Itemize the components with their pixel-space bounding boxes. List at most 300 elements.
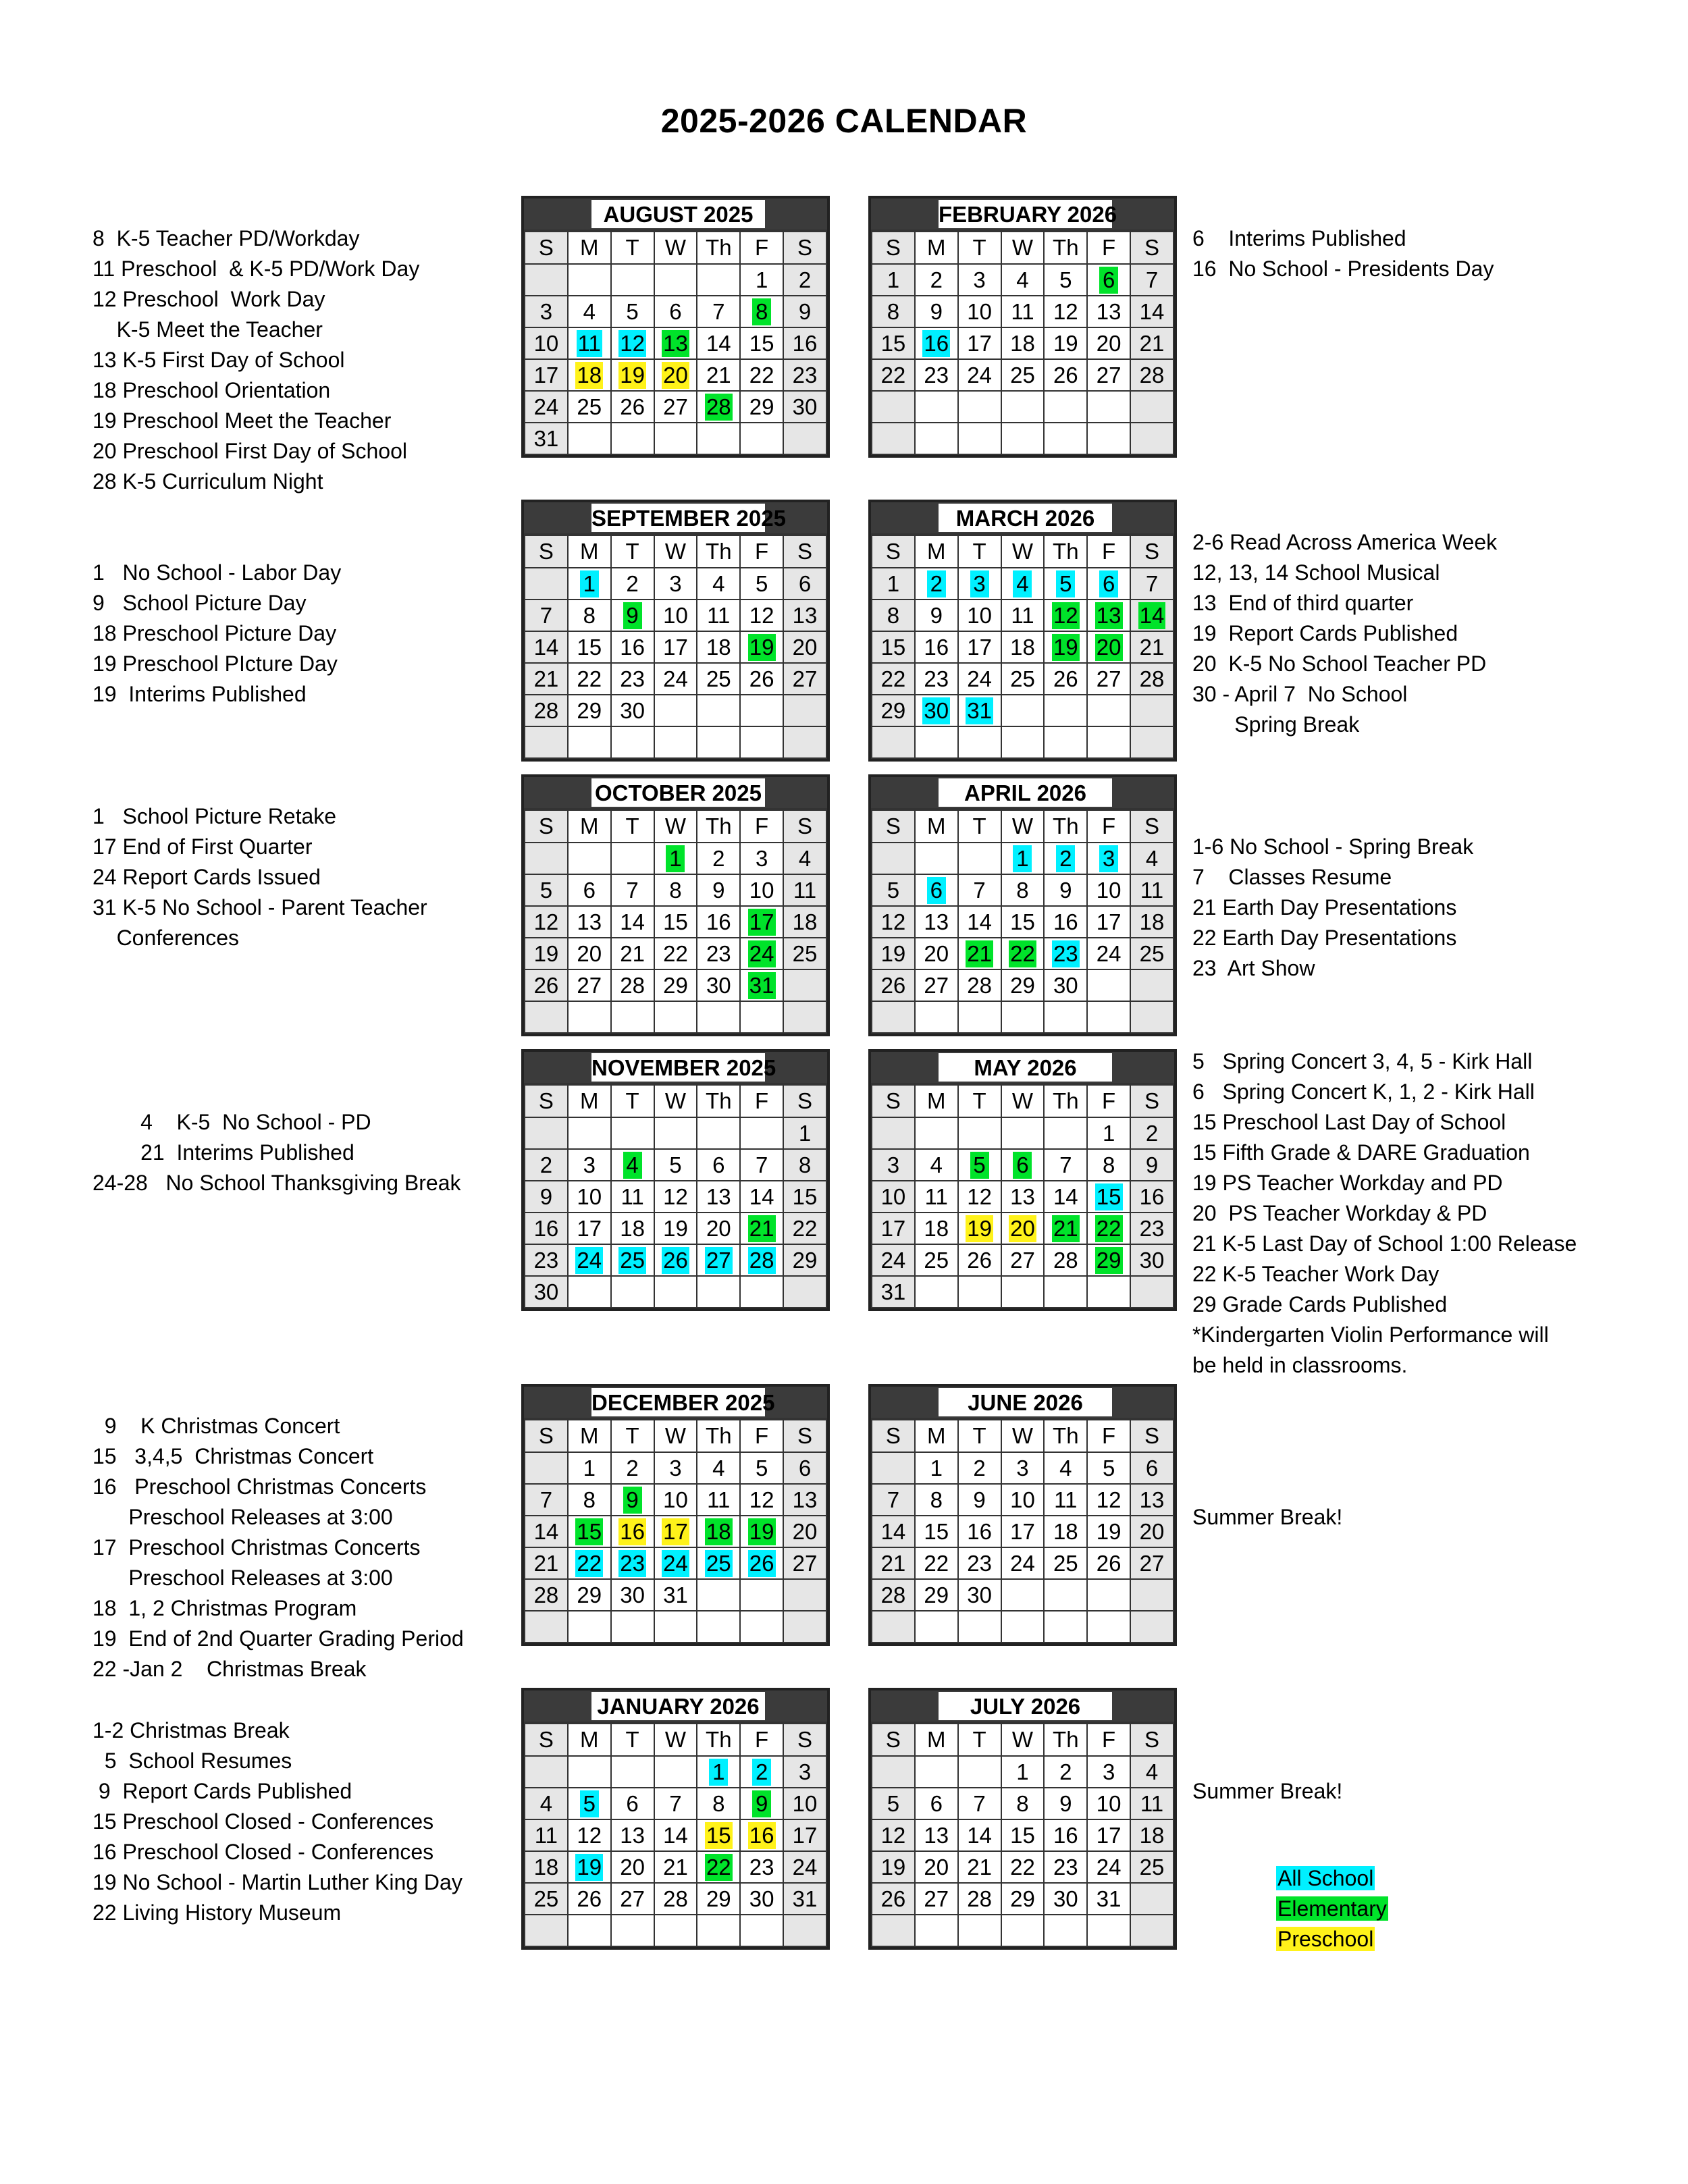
day-number: 15 [1096,1183,1122,1209]
event-note-line: 22 K-5 Teacher Work Day [1192,1262,1440,1286]
day-number: 12 [1053,602,1078,628]
empty-day-cell [525,726,568,758]
month-title-bar [871,1387,1174,1419]
day-cell [611,938,654,969]
day-cell [654,1213,697,1244]
day-number: 5 [887,877,900,903]
day-number: 23 [792,362,818,388]
empty-day-cell [915,726,958,758]
day-number: 20 [1096,330,1122,356]
day-number: 4 [1013,570,1032,597]
day-number: 1 [930,1455,943,1481]
day-cell [958,1547,1001,1579]
day-number: 16 [1053,1822,1078,1848]
weekday-header: S [1130,1724,1173,1756]
event-note-line: 6 Interims Published [1192,226,1406,250]
day-cell [654,1181,697,1213]
day-cell [1087,1244,1130,1276]
day-number: 1 [580,570,599,597]
day-number: 24 [577,1247,602,1273]
day-number: 13 [577,909,602,934]
legend-item-all-school: All School [1277,1866,1374,1890]
day-cell [958,1788,1001,1819]
day-cell [568,1883,611,1915]
event-note-line: K-5 Meet the Teacher [93,317,323,342]
day-number: 7 [712,298,725,324]
event-note-line: 21 Earth Day Presentations [1192,895,1457,920]
day-cell [915,327,958,359]
day-cell [654,568,697,600]
weekday-header: M [915,1085,958,1117]
day-number: 19 [1096,1518,1122,1544]
weekday-header: F [740,1420,783,1452]
empty-day-cell [611,1611,654,1643]
empty-day-cell [1044,726,1087,758]
day-number: 24 [663,1550,688,1576]
day-number: 15 [1010,1822,1035,1848]
empty-day-cell [740,1611,783,1643]
day-cell [958,906,1001,938]
day-cell [611,1547,654,1579]
day-number: 2 [712,845,725,871]
day-cell [783,327,826,359]
day-cell [1001,1756,1045,1788]
day-number: 27 [924,1886,949,1911]
day-number: 29 [792,1247,818,1273]
day-cell [740,663,783,695]
day-number: 21 [533,666,559,691]
empty-day-cell [783,1611,826,1643]
day-number: 9 [623,602,642,629]
day-cell [611,568,654,600]
month-calendar [868,196,1177,458]
event-note-line: 1-6 No School - Spring Break [1192,834,1474,859]
weekday-header: Th [697,1724,740,1756]
event-note-line: 12, 13, 14 School Musical [1192,560,1440,585]
day-number: 22 [663,940,688,966]
day-number: 10 [967,298,992,324]
day-number: 10 [967,602,992,628]
day-cell [611,663,654,695]
day-cell [568,1181,611,1213]
day-number: 24 [880,1247,906,1273]
month-grid [524,231,827,455]
empty-day-cell [1001,695,1045,726]
day-cell [568,663,611,695]
day-number: 5 [1059,267,1072,292]
day-cell [958,1149,1001,1181]
day-number: 27 [577,972,602,998]
day-cell [568,906,611,938]
event-note-line: 19 End of 2nd Quarter Grading Period [93,1626,464,1651]
day-cell [1130,874,1173,906]
day-cell [915,359,958,391]
day-cell [568,600,611,631]
day-number: 3 [1099,845,1118,872]
day-number: 12 [620,330,645,356]
empty-day-cell [872,1756,915,1788]
day-cell [1130,264,1173,296]
day-number: 20 [792,1518,818,1544]
day-cell [740,327,783,359]
day-cell [697,1788,740,1819]
day-cell [611,1851,654,1883]
day-number: 12 [749,1487,774,1512]
month-grid [524,809,827,1034]
day-cell [1087,359,1130,391]
day-number: 31 [663,1582,688,1607]
empty-day-cell [783,726,826,758]
day-cell [568,1851,611,1883]
day-cell [1044,631,1087,663]
day-cell [872,631,915,663]
empty-day-cell [872,391,915,423]
empty-day-cell [915,1611,958,1643]
day-number: 1 [1102,1120,1115,1146]
weekday-header: F [740,232,783,264]
empty-day-cell [958,1276,1001,1308]
weekday-header: S [1130,1420,1173,1452]
day-cell [1044,843,1087,874]
day-cell [958,1851,1001,1883]
day-number: 27 [663,394,688,419]
day-cell [915,938,958,969]
day-cell [525,1579,568,1611]
day-cell [1087,264,1130,296]
day-cell [740,969,783,1001]
day-cell [697,663,740,695]
day-cell [958,1244,1001,1276]
day-number: 12 [1053,298,1078,324]
empty-day-cell [568,726,611,758]
event-note-line: *Kindergarten Violin Performance will [1192,1323,1549,1347]
day-cell [872,1276,915,1308]
day-number: 9 [1145,1152,1159,1177]
day-cell [1044,264,1087,296]
day-cell [697,600,740,631]
event-note-line: 22 Living History Museum [93,1900,342,1925]
day-cell [611,695,654,726]
day-number: 20 [577,940,602,966]
day-cell [1044,600,1087,631]
day-cell [915,1181,958,1213]
day-number: 8 [1016,1790,1029,1816]
day-number: 26 [1053,362,1078,388]
day-number: 13 [706,1183,731,1209]
day-cell [958,327,1001,359]
day-cell [697,1819,740,1851]
day-cell [1087,1851,1130,1883]
event-note-line: 8 K-5 Teacher PD/Workday [93,226,360,250]
day-number: 30 [620,697,645,723]
empty-day-cell [958,843,1001,874]
weekday-header: M [915,232,958,264]
day-number: 2 [539,1152,553,1177]
empty-day-cell [1044,1001,1087,1033]
day-cell [958,1484,1001,1516]
day-number: 12 [967,1183,992,1209]
event-note-line: 19 Report Cards Published [1192,621,1458,645]
day-cell [1044,938,1087,969]
empty-day-cell [783,423,826,454]
weekday-header: T [611,810,654,843]
day-cell [958,695,1001,726]
month-title: FEBRUARY 2026 [939,200,1112,228]
weekday-header: T [958,1085,1001,1117]
day-number: 4 [623,1152,642,1179]
event-note-line: 18 Preschool Orientation [93,378,331,402]
day-cell [568,874,611,906]
event-note-line: be held in classrooms. [1192,1353,1408,1377]
day-cell [525,1883,568,1915]
day-cell [1087,874,1130,906]
day-number: 8 [583,602,596,628]
day-number: 2 [1059,1759,1072,1784]
day-number: 9 [930,298,943,324]
event-note-line: 12 Preschool Work Day [93,287,325,311]
day-cell [1044,1851,1087,1883]
day-cell [783,1149,826,1181]
day-number: 25 [1053,1550,1078,1576]
day-number: 9 [1059,1790,1072,1816]
day-cell [783,906,826,938]
event-notes-left [93,558,341,710]
event-note-line: 18 1, 2 Christmas Program [93,1596,357,1620]
day-cell [915,296,958,327]
day-cell [568,1547,611,1579]
day-cell [525,1547,568,1579]
day-number: 14 [1053,1183,1078,1209]
event-note-line: 9 K Christmas Concert [93,1414,340,1438]
event-note-line: 24 Report Cards Issued [93,865,321,889]
day-number: 14 [620,909,645,934]
day-number: 4 [1145,845,1159,871]
day-cell [525,938,568,969]
empty-day-cell [697,1117,740,1149]
day-number: 8 [887,602,900,628]
day-number: 28 [1053,1247,1078,1273]
day-number: 4 [539,1790,553,1816]
day-number: 28 [749,1247,774,1273]
event-note-line: 16 Preschool Closed - Conferences [93,1840,434,1864]
day-cell [1001,938,1045,969]
day-cell [611,1244,654,1276]
day-cell [525,906,568,938]
day-cell [872,1484,915,1516]
weekday-header: W [654,535,697,568]
day-number: 23 [1053,940,1078,966]
day-cell [958,1819,1001,1851]
day-cell [697,874,740,906]
day-cell [872,296,915,327]
weekday-header: F [740,810,783,843]
day-number: 19 [533,940,559,966]
empty-day-cell [1044,1276,1087,1308]
day-number: 6 [1013,1152,1032,1179]
event-note-line: Conferences [93,926,239,950]
day-cell [1044,327,1087,359]
day-cell [783,663,826,695]
day-cell [872,1213,915,1244]
day-number: 28 [533,697,559,723]
day-cell [1130,1516,1173,1547]
day-number: 18 [1139,909,1165,934]
month-title-bar [871,777,1174,809]
empty-day-cell [740,1117,783,1149]
day-cell [740,1244,783,1276]
weekday-header: M [915,535,958,568]
day-cell [568,1213,611,1244]
weekday-header: S [525,232,568,264]
day-number: 22 [1010,1854,1035,1880]
empty-day-cell [1130,391,1173,423]
event-notes-left [93,1107,461,1198]
day-cell [611,874,654,906]
event-note-line: 16 Preschool Christmas Concerts [93,1474,427,1499]
weekday-header: Th [1044,1420,1087,1452]
day-cell [872,600,915,631]
day-number: 13 [1096,298,1122,324]
day-cell [654,1516,697,1547]
day-cell [915,1244,958,1276]
empty-day-cell [1044,391,1087,423]
empty-day-cell [697,264,740,296]
day-number: 9 [930,602,943,628]
day-number: 20 [1010,1215,1035,1241]
event-note-line: 15 Fifth Grade & DARE Graduation [1192,1140,1530,1165]
empty-day-cell [783,1276,826,1308]
day-number: 20 [1096,634,1122,660]
empty-day-cell [1044,1579,1087,1611]
month-title: JULY 2026 [939,1692,1112,1720]
day-cell [654,327,697,359]
day-cell [611,1452,654,1484]
day-number: 11 [577,330,601,356]
event-note-line: 13 K-5 First Day of School [93,348,345,372]
day-number: 22 [1096,1215,1122,1241]
day-cell [915,1883,958,1915]
day-number: 1 [1016,1759,1029,1784]
day-number: 4 [712,570,725,596]
empty-day-cell [1087,1915,1130,1946]
day-number: 4 [1145,1759,1159,1784]
weekday-header: M [915,1420,958,1452]
month-grid [871,809,1174,1034]
month-calendar [868,774,1177,1036]
event-note-line: 1-2 Christmas Break [93,1718,290,1742]
day-number: 1 [666,845,685,872]
day-cell [958,568,1001,600]
day-number: 13 [620,1822,645,1848]
day-cell [740,1883,783,1915]
day-number: 21 [706,362,731,388]
empty-day-cell [568,1276,611,1308]
day-cell [1001,874,1045,906]
weekday-header: T [958,1420,1001,1452]
day-cell [568,1516,611,1547]
day-number: 8 [930,1487,943,1512]
day-number: 10 [533,330,559,356]
day-number: 16 [620,1518,645,1544]
day-cell [611,1484,654,1516]
day-cell [525,1213,568,1244]
empty-day-cell [1087,423,1130,454]
day-cell [872,1181,915,1213]
day-cell [525,600,568,631]
day-number: 16 [924,634,949,660]
event-note-line: 19 Preschool Meet the Teacher [93,408,392,433]
month-calendar [868,1384,1177,1646]
empty-day-cell [654,1001,697,1033]
day-number: 3 [669,570,682,596]
day-number: 12 [1096,1487,1122,1512]
day-number: 27 [1139,1550,1165,1576]
event-notes-right [1192,1046,1577,1381]
day-number: 1 [755,267,768,292]
day-cell [783,600,826,631]
day-number: 11 [621,1183,644,1209]
empty-day-cell [525,264,568,296]
day-cell [611,391,654,423]
day-number: 10 [1096,1790,1122,1816]
day-number: 28 [880,1582,906,1607]
day-number: 15 [792,1183,818,1209]
day-cell [1001,1516,1045,1547]
day-number: 29 [1010,972,1035,998]
day-number: 30 [1053,1886,1078,1911]
empty-day-cell [568,843,611,874]
day-number: 21 [1139,330,1165,356]
day-number: 4 [798,845,812,871]
day-number: 4 [930,1152,943,1177]
empty-day-cell [568,1001,611,1033]
day-cell [697,843,740,874]
day-number: 13 [1010,1183,1035,1209]
day-cell [958,1516,1001,1547]
day-number: 19 [967,1215,992,1241]
day-cell [611,1213,654,1244]
empty-day-cell [1130,423,1173,454]
day-number: 8 [887,298,900,324]
empty-day-cell [568,1756,611,1788]
day-cell [958,296,1001,327]
day-number: 6 [712,1152,725,1177]
day-cell [1130,1788,1173,1819]
event-note-line: 23 Art Show [1192,956,1315,980]
day-number: 17 [1010,1518,1035,1544]
empty-day-cell [1001,1611,1045,1643]
day-cell [1001,568,1045,600]
day-number: 2 [752,1759,771,1786]
day-number: 21 [967,940,992,966]
day-cell [1044,1149,1087,1181]
day-number: 25 [533,1886,559,1911]
empty-day-cell [1130,969,1173,1001]
empty-day-cell [611,1001,654,1033]
day-number: 27 [1010,1247,1035,1273]
month-grid [871,535,1174,759]
day-number: 11 [924,1183,948,1209]
empty-day-cell [915,1001,958,1033]
weekday-header: T [958,232,1001,264]
month-title-bar [871,1690,1174,1723]
day-number: 3 [1016,1455,1029,1481]
day-number: 25 [577,394,602,419]
day-number: 7 [887,1487,900,1512]
day-cell [1087,1213,1130,1244]
month-title: DECEMBER 2025 [591,1388,765,1416]
day-number: 30 [749,1886,774,1911]
